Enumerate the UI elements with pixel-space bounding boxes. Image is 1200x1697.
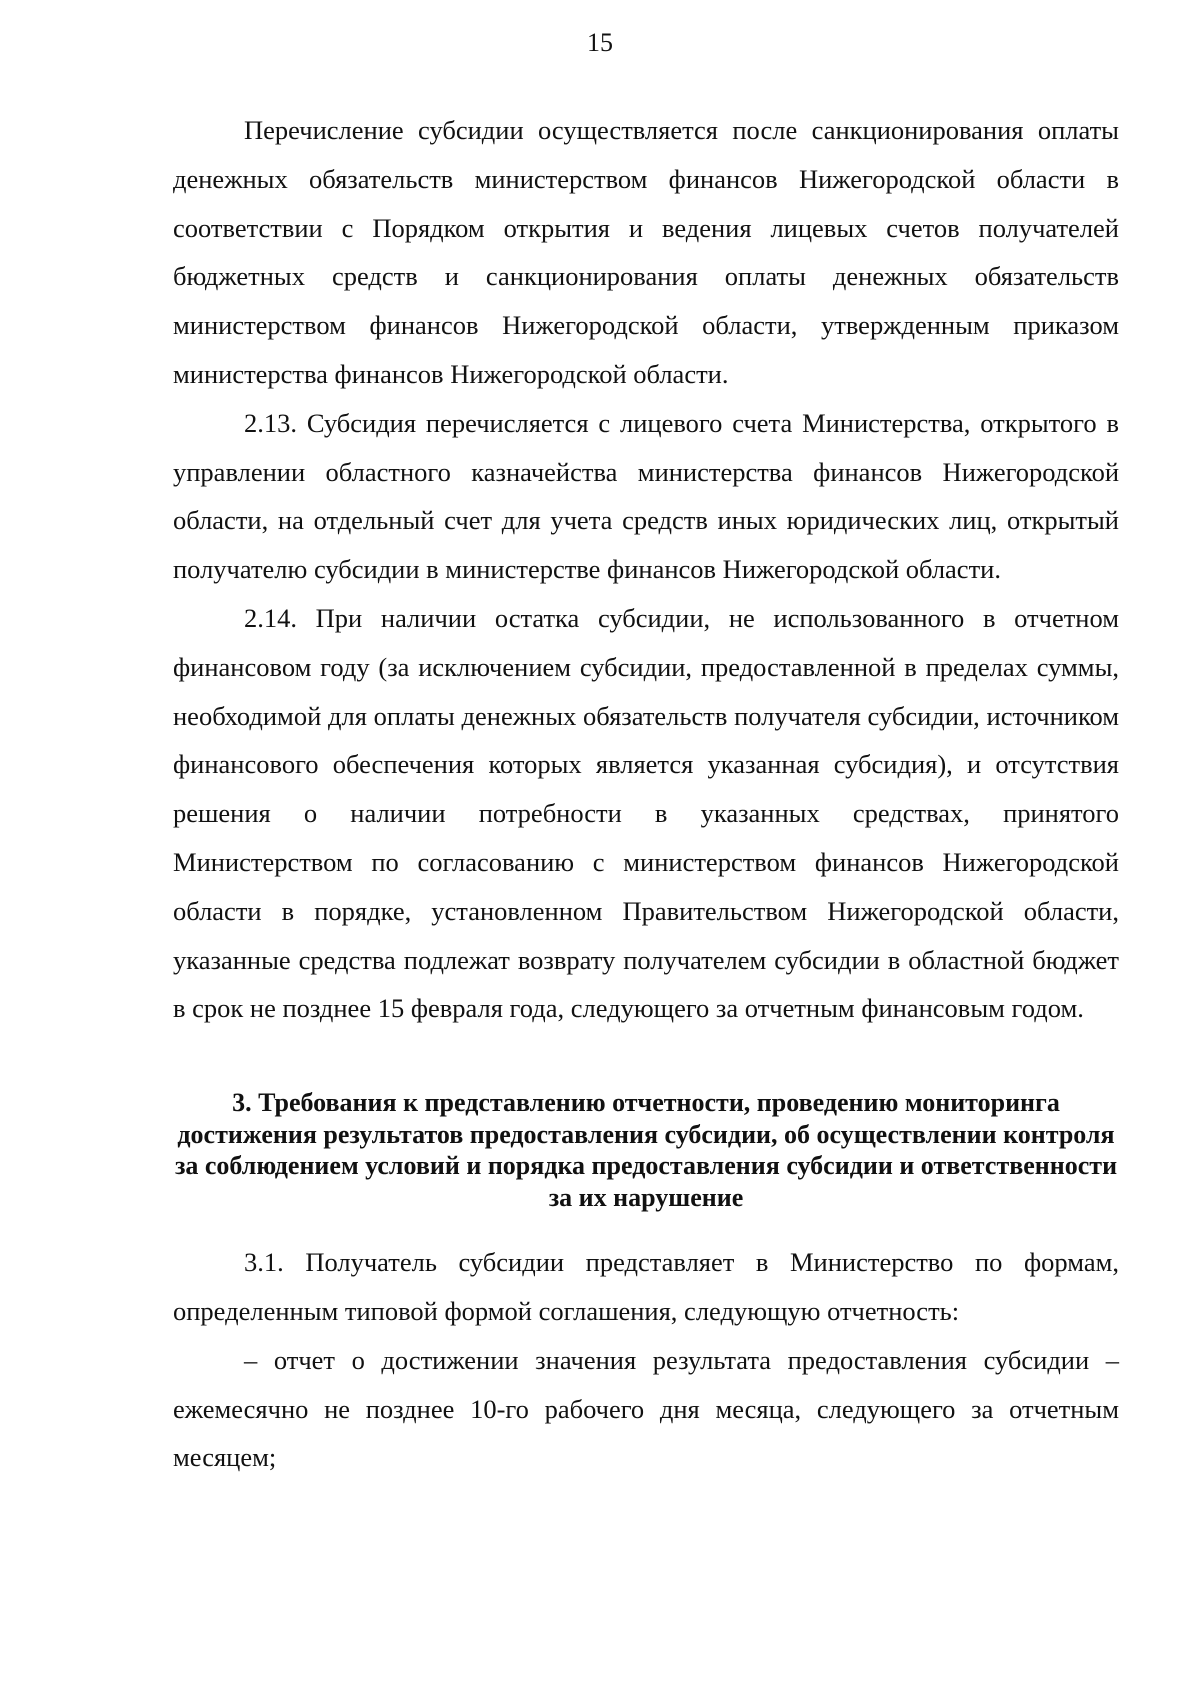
paragraph-2-14: 2.14. При наличии остатка субсидии, не использованного в отчетном финансовом году (за исключением субсидии, предоставленной в пределах суммы, необходимой для оплаты денежных обязательств получателя субсидии, источником финансового обеспечения которых является указанная субсидия), и отсутствия решения о наличии потребности в указанных средствах, принятого Министерством по согласованию с министерством финансов Нижегородской области в порядке, установленном Правительством Нижегородской области, указанные средства подлежат возврату получателем субсидии в областной бюджет в срок не позднее 15 февраля года, следующего за отчетным финансовым годом. bbox=[173, 602, 1119, 1024]
paragraph-transfer-subsidy: Перечисление субсидии осуществляется после санкционирования оплаты денежных обязательств министерством финансов Нижегородской области в соответствии с Порядком открытия и ведения лицевых счетов получателей бюджетных средств и санкционирования оплаты денежных обязательств министерством финансов Нижегородской области, утвержденным приказом министерства финансов Нижегородской области. bbox=[173, 115, 1119, 389]
section-heading: 3. Требования к представлению отчетности, проведению мониторинга достижения результатов предоставления субсидии, об осуществлении контроля за соблюдением условий и порядка предоставления субсидии и ответственности за их нарушение bbox=[174, 1088, 1118, 1212]
paragraph-report-item: – отчет о достижении значения результата предоставления субсидии – ежемесячно не позднее 10-го рабочего дня месяца, следующего за отчетным месяцем; bbox=[173, 1344, 1119, 1473]
paragraph-2-13: 2.13. Субсидия перечисляется с лицевого счета Министерства, открытого в управлении областного казначейства министерства финансов Нижегородской области, на отдельный счет для учета средств иных юридических лиц, открытый получателю субсидии в министерстве финансов Нижегородской области. bbox=[173, 407, 1119, 585]
document-body bbox=[173, 106, 1119, 1482]
paragraph-3-1: 3.1. Получатель субсидии представляет в Министерство по формам, определенным типовой формой соглашения, следующую отчетность: bbox=[173, 1247, 1119, 1326]
page-number: 15 bbox=[587, 28, 613, 57]
